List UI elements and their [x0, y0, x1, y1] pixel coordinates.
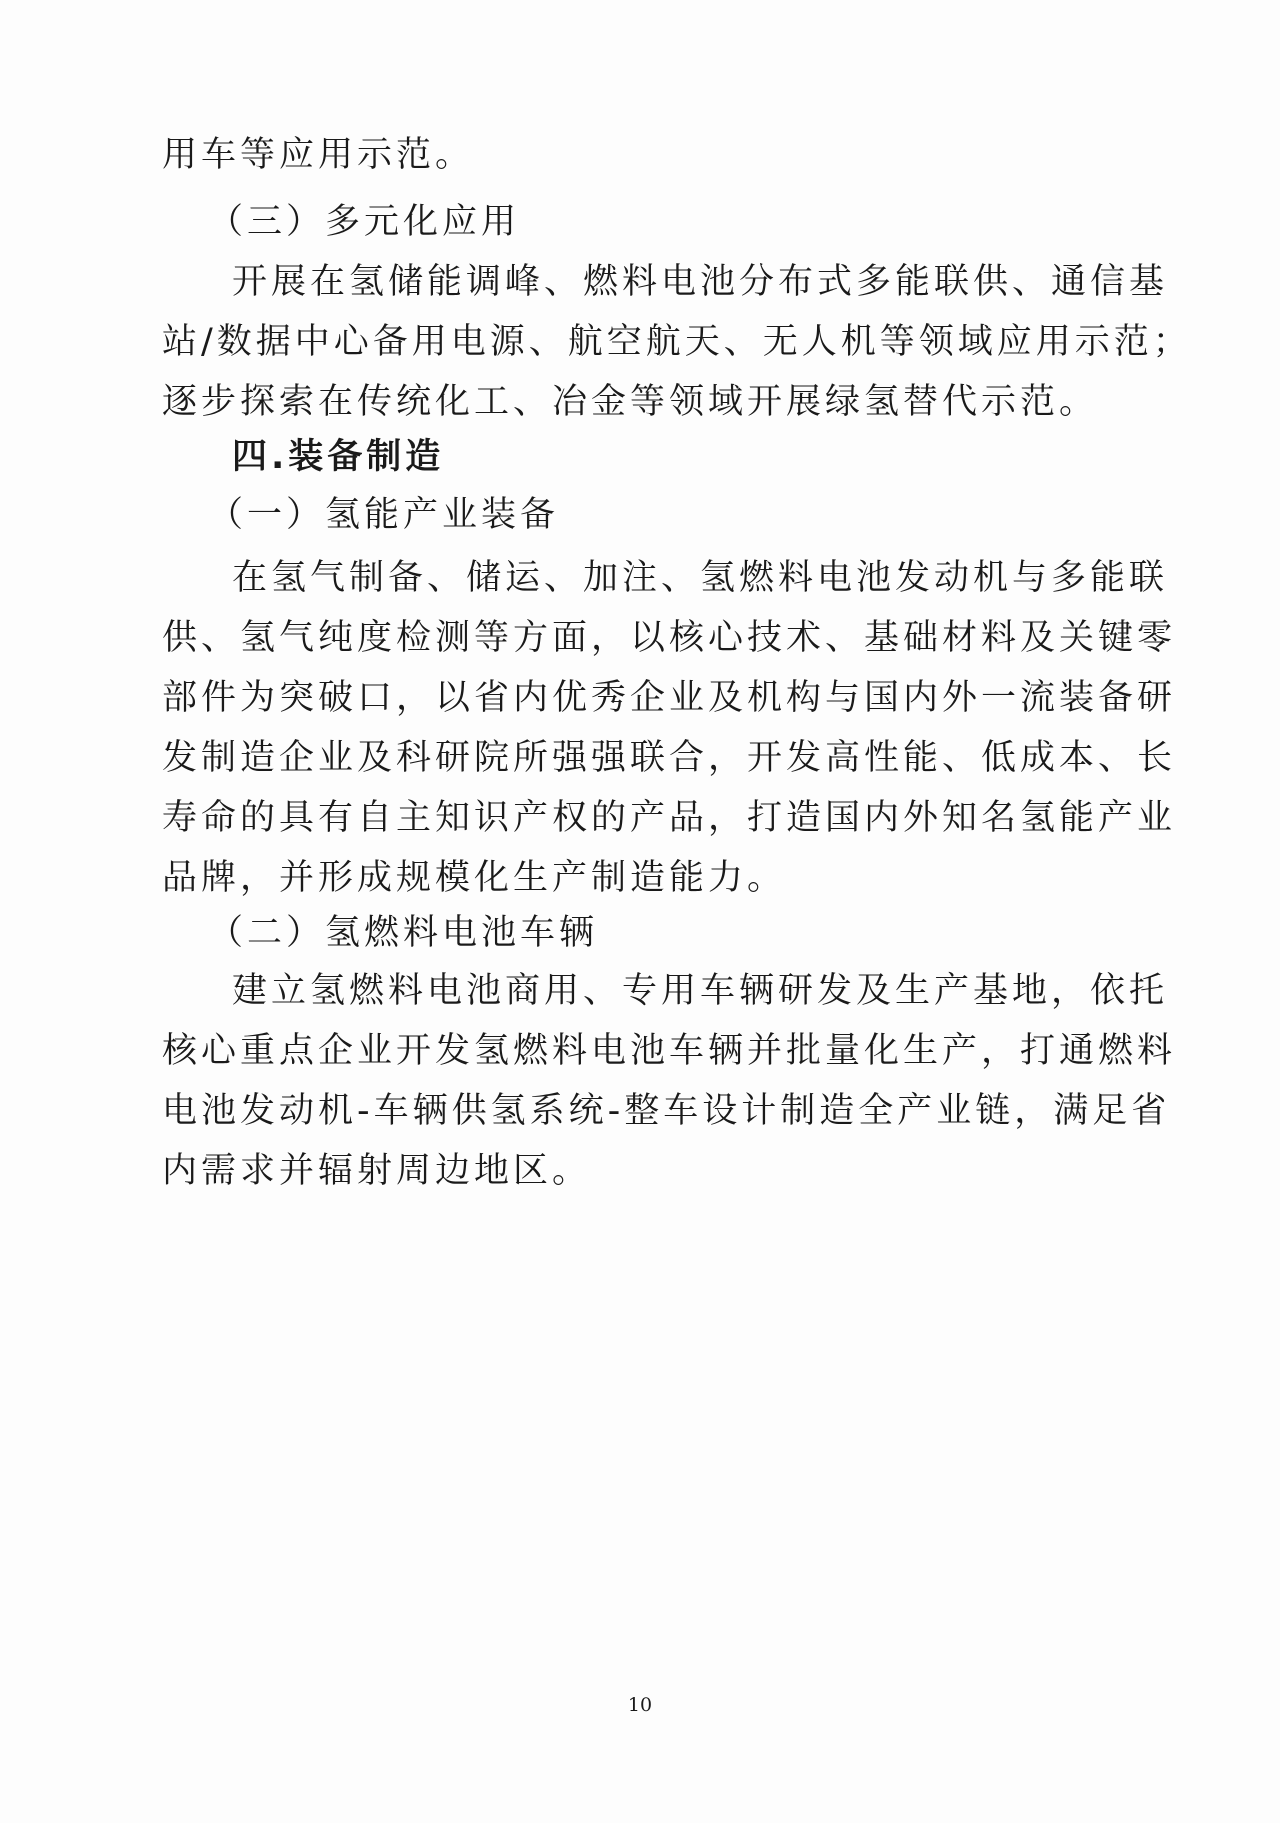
paragraph-line: 电池发动机-车辆供氢系统-整车设计制造全产业链，满足省	[162, 1091, 1171, 1131]
paragraph-line: 站/数据中心备用电源、航空航天、无人机等领域应用示范；	[162, 322, 1192, 362]
subsection-heading: （一）氢能产业装备	[208, 495, 560, 535]
page-number: 10	[627, 1694, 653, 1716]
paragraph-line: 发制造企业及科研院所强强联合，开发高性能、低成本、长	[162, 738, 1177, 778]
paragraph-line: 供、氢气纯度检测等方面，以核心技术、基础材料及关键零	[162, 618, 1177, 658]
paragraph-line: 建立氢燃料电池商用、专用车辆研发及生产基地，依托	[232, 971, 1169, 1011]
paragraph-line: 核心重点企业开发氢燃料电池车辆并批量化生产，打通燃料	[162, 1031, 1177, 1071]
paragraph-line: 寿命的具有自主知识产权的产品，打造国内外知名氢能产业	[162, 798, 1177, 838]
section-heading: 四.装备制造	[232, 437, 445, 477]
paragraph-line: 部件为突破口，以省内优秀企业及机构与国内外一流装备研	[162, 678, 1177, 718]
paragraph-line: 逐步探索在传统化工、冶金等领域开展绿氢替代示范。	[162, 382, 1099, 422]
paragraph-line: 在氢气制备、储运、加注、氢燃料电池发动机与多能联	[232, 558, 1169, 598]
paragraph-line: 品牌，并形成规模化生产制造能力。	[162, 858, 787, 898]
subsection-heading: （二）氢燃料电池车辆	[208, 913, 599, 953]
subsection-heading: （三）多元化应用	[208, 202, 521, 242]
paragraph-line: 开展在氢储能调峰、燃料电池分布式多能联供、通信基	[232, 262, 1169, 302]
paragraph-line: 用车等应用示范。	[162, 135, 475, 175]
paragraph-line: 内需求并辐射周边地区。	[162, 1151, 592, 1191]
